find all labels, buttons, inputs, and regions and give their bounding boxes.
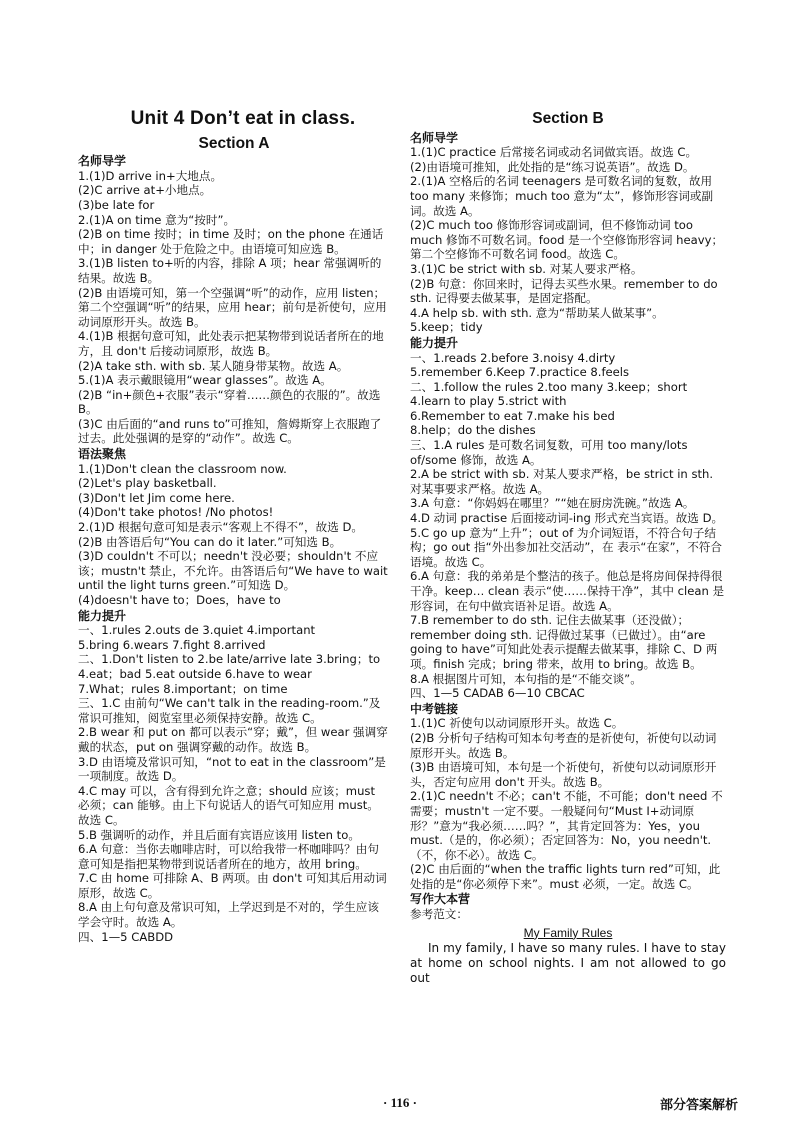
answer-line: 二、1.follow the rules 2.too many 3.keep；short xyxy=(410,379,688,394)
answer-line: 8.A 由上句句意及常识可知，上学迟到是不对的，学生应该学会守时。故选 A。 xyxy=(78,900,379,930)
answer-line: 7.C 由 home 可排除 A、B 两项。由 don't 可知其后用动词原形，故选 C。 xyxy=(78,871,387,900)
left-column xyxy=(78,108,390,944)
guide-heading: 名师导学 xyxy=(78,154,127,169)
answer-line: 5.bring 6.wears 7.fight 8.arrived xyxy=(78,637,266,652)
exam-link-heading: 中考链接 xyxy=(410,701,459,716)
answer-line: (2)A take sth. with sb. 某人随身带某物。故选 A。 xyxy=(78,358,349,373)
answer-line: (2)B 分析句子结构可知本句考查的是祈使句，祈使句以动词原形开头。故选 B。 xyxy=(410,730,717,760)
section-a-title: Section A xyxy=(198,134,270,152)
answer-line: 2.(1)A 空格后的名词 teenagers 是可数名词的复数，故用 too many 来修饰；much too 意为“太”，修饰形容词或副词。故选 A。 xyxy=(410,174,714,218)
answer-line: 4.(1)B 根据句意可知，此处表示把某物带到说话者所在的地方，且 don't 后接动词原形，故选 B。 xyxy=(78,329,384,358)
answer-line: (2)C arrive at+小地点。 xyxy=(78,183,212,198)
answer-line: (4)Don't take photos! /No photos! xyxy=(78,505,274,520)
answer-line: 2.(1)D 根据句意可知是表示“客观上不得不”，故选 D。 xyxy=(78,520,364,535)
answer-line: (2)B 句意：你回来时，记得去买些水果。remember to do sth. 记得要去做某事，是固定搭配。 xyxy=(410,276,718,306)
answer-line: 3.(1)C be strict with sb. 对某人要求严格。 xyxy=(410,261,643,276)
answer-line: 6.Remember to eat 7.make his bed xyxy=(410,408,615,423)
practice-heading: 能力提升 xyxy=(78,608,127,623)
essay-title: My Family Rules xyxy=(523,925,613,940)
answer-line: 7.B remember to do sth. 记住去做某事（还没做）；remember doing sth. 记得做过某事（已做过）。由“are going to have”可知此处表示提醒去做某事，排除 C、D 两项。finish 完成；bring 带来，故用 to bring。故选 B。 xyxy=(410,613,718,671)
grammar-list xyxy=(78,462,390,608)
exam-link-list xyxy=(410,716,726,891)
section-b-title: Section B xyxy=(532,110,604,127)
guide-list-b xyxy=(410,145,726,335)
writing-heading: 写作大本营 xyxy=(410,892,471,907)
practice-list xyxy=(78,623,390,944)
answer-line: 5.(1)A 表示戴眼镜用“wear glasses”。故选 A。 xyxy=(78,373,332,388)
guide-heading-b: 名师导学 xyxy=(410,130,459,145)
answer-line: (3)be late for xyxy=(78,197,155,212)
answer-line: (2)B 由答语后句“You can do it later.”可知选 B。 xyxy=(78,534,342,549)
answer-line: 一、1.rules 2.outs de 3.quiet 4.important xyxy=(78,623,316,638)
answer-line: 4.A help sb. with sth. 意为“帮助某人做某事”。 xyxy=(410,305,664,320)
unit-title: Unit 4 Don’t eat in class. xyxy=(130,108,356,129)
answer-line: 三、1.A rules 是可数名词复数，可用 too many/lots of/some 修饰，故选 A。 xyxy=(410,438,688,467)
answer-line: 5.remember 6.Keep 7.practice 8.feels xyxy=(410,365,630,380)
answer-line: (2)C 由后面的“when the traffic lights turn red”可知，此处指的是“你必须停下来”。must 必须，一定。故选 C。 xyxy=(410,862,721,891)
answer-line: 5.C go up 意为“上升”；out of 为介词短语，不符合句子结构；go out 指“外出参加社交活动”，在 表示“在家”，不符合语境。故选 C。 xyxy=(410,525,722,569)
footer-label: 部分答案解析 xyxy=(660,1098,739,1113)
answer-line: 1.(1)D arrive in+大地点。 xyxy=(78,168,223,183)
guide-list xyxy=(78,169,390,446)
answer-line: 3.A 句意：“你妈妈在哪里？”“她在厨房洗碗。”故选 A。 xyxy=(410,496,695,511)
answer-line: 8.A 根据图片可知，本句指的是“不能交谈”。 xyxy=(410,671,642,686)
answer-line: 5.keep；tidy xyxy=(410,320,483,335)
answer-line: 1.(1)C practice 后常接名词或动名词做宾语。故选 C。 xyxy=(410,145,698,160)
answer-line: (2)Let's play basketball. xyxy=(78,476,217,491)
answer-line: (3)D couldn't 不可以；needn't 没必要；shouldn't 不应该；mustn't 禁止，不允许。由答语后句“We have to wait until the light turns green.”可知选 D。 xyxy=(78,549,388,593)
answer-line: 4.C may 可以，含有得到允许之意；should 应该；must 必须；can 能够。由上下句说话人的语气可知应用 must。故选 C。 xyxy=(78,783,379,827)
answer-line: 2.B wear 和 put on 都可以表示“穿；戴”，但 wear 强调穿戴的状态，put on 强调穿戴的动作。故选 B。 xyxy=(78,725,388,754)
answer-line: (4)doesn't have to；Does，have to xyxy=(78,593,281,607)
answer-line: (2)由语境可推知，此处指的是“练习说英语”。故选 D。 xyxy=(410,159,695,174)
answer-line: (2)C much too 修饰形容词或副词，但不修饰动词 too much 修饰不可数名词。food 是一个空修饰形容词 heavy；第二个空修饰不可数名词 food。故选 C。 xyxy=(410,218,724,262)
answer-line: 1.(1)C 祈使句以动词原形开头。故选 C。 xyxy=(410,716,624,731)
answer-line: (2)B “in+颜色+衣服”表示“穿着……颜色的衣服的”。故选 B。 xyxy=(78,387,381,417)
answer-line: 7.What；rules 8.important；on time xyxy=(78,681,288,696)
answer-line: 6.A 句意：当你去咖啡店时，可以给我带一杯咖啡吗？由句意可知是指把某物带到说话者所在的地方，故用 bring。 xyxy=(78,842,379,871)
answer-line: (3)B 由语境可知，本句是一个祈使句，祈使句以动词原形开头，否定句应用 don't 开头。故选 B。 xyxy=(410,760,717,789)
right-column xyxy=(410,112,726,986)
essay-label: 参考范文： xyxy=(410,907,468,922)
answer-line: (3)Don't let Jim come here. xyxy=(78,490,235,505)
answer-line: 三、1.C 由前句“We can't talk in the reading-room.”及常识可推知，阅览室里必须保持安静。故选 C。 xyxy=(78,696,381,725)
answer-line: 4.D 动词 practise 后面接动词-ing 形式充当宾语。故选 D。 xyxy=(410,511,724,526)
answer-line: 4.learn to play 5.strict with xyxy=(410,394,567,409)
practice-list-b xyxy=(410,351,726,701)
essay-text: In my family, I have so many rules. I have to stay at home on school nights. I am not allowed to go out xyxy=(410,941,726,986)
grammar-heading: 语法聚焦 xyxy=(78,447,127,462)
answer-line: 一、1.reads 2.before 3.noisy 4.dirty xyxy=(410,350,616,365)
answer-line: 二、1.Don't listen to 2.be late/arrive late 3.bring；to xyxy=(78,652,381,667)
answer-line: 2.A be strict with sb. 对某人要求严格，be strict in sth. 对某事要求严格。故选 A。 xyxy=(410,467,714,496)
answer-line: (2)B 由语境可知，第一个空强调“听”的动作，应用 listen；第二个空强调“听”的结果，应用 hear；前句是祈使句，应用动词原形开头。故选 B。 xyxy=(78,285,387,329)
practice-heading-b: 能力提升 xyxy=(410,335,459,350)
answer-line: 4.eat；bad 5.eat outside 6.have to wear xyxy=(78,666,312,681)
answer-line: 2.(1)C needn't 不必；can't 不能，不可能；don't need 不需要；mustn't 一定不要。一般疑问句“Must I+动词原形？”意为“我必须……吗？”，其肯定回答为：Yes，you must.（是的，你必须）；否定回答为：No，you needn't.（不，你不必）。故选 C。 xyxy=(410,789,723,862)
answer-line: 5.B 强调听的动作，并且后面有宾语应该用 listen to。 xyxy=(78,827,360,842)
answer-line: 6.A 句意：我的弟弟是个整洁的孩子。他总是将房间保持得很干净。keep… clean 表示“使……保持干净”，其中 clean 是形容词，在句中做宾语补足语。故选 A。 xyxy=(410,569,725,613)
answer-line: 3.(1)B listen to+听的内容，排除 A 项；hear 常强调听的结果。故选 B。 xyxy=(78,256,382,285)
answer-line: (2)B on time 按时；in time 及时；on the phone 在通话中；in danger 处于危险之中。由语境可知应选 B。 xyxy=(78,227,384,256)
answer-line: 8.help；do the dishes xyxy=(410,423,536,438)
answer-line: 2.(1)A on time 意为“按时”。 xyxy=(78,212,236,227)
answer-line: 3.D 由语境及常识可知，“not to eat in the classroom”是一项制度。故选 D。 xyxy=(78,754,386,784)
answer-line: 1.(1)Don't clean the classroom now. xyxy=(78,461,287,476)
answer-line: (3)C 由后面的“and runs to”可推知，詹姆斯穿上衣服跑了过去。此处强调的是穿的“动作”。故选 C。 xyxy=(78,416,382,446)
answer-line: 四、1—5 CABDD xyxy=(78,929,174,944)
answer-line: 四、1—5 CADAB 6—10 CBCAC xyxy=(410,686,585,701)
page-number: · 116 · xyxy=(383,1095,417,1110)
